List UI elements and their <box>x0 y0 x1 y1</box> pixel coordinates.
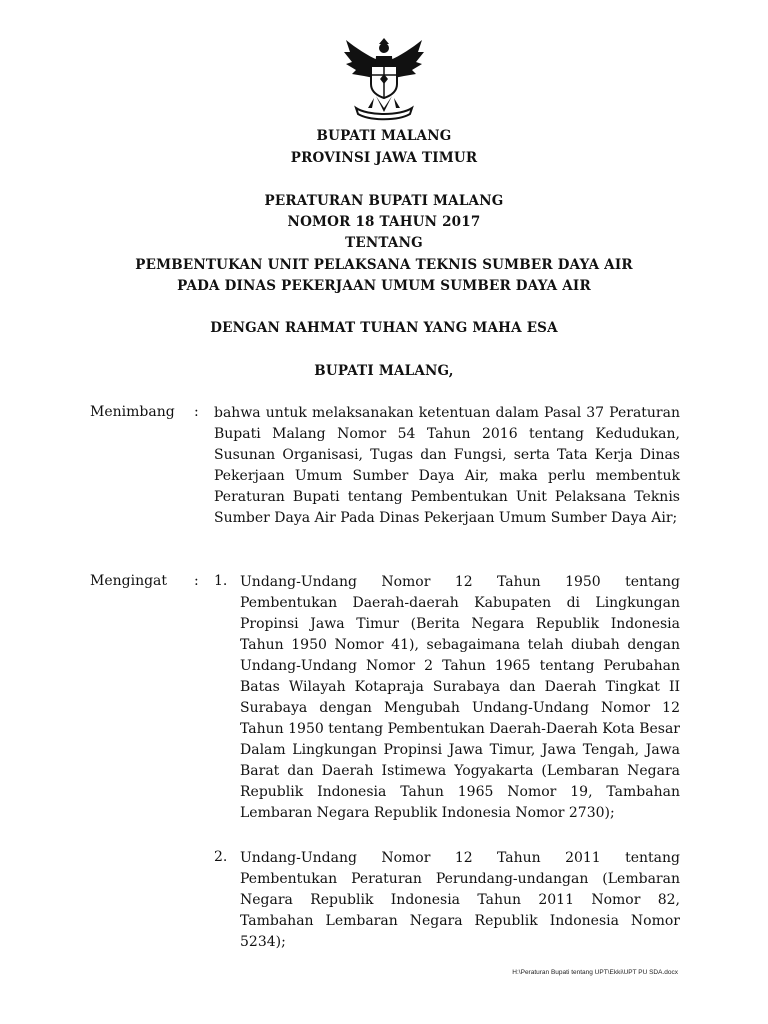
header-province: PROVINSI JAWA TIMUR <box>290 150 478 166</box>
blessing-line: DENGAN RAHMAT TUHAN YANG MAHA ESA <box>210 320 558 336</box>
mengingat-colon: : <box>194 573 199 589</box>
regulation-about: TENTANG <box>345 235 423 251</box>
regulation-subject-line2: PADA DINAS PEKERJAAN UMUM SUMBER DAYA AIR <box>177 278 591 294</box>
mengingat-item-text: Undang-Undang Nomor 12 Tahun 1950 tentang Pembentukan Daerah-daerah Kabupaten di Lingkungan Propinsi Jawa Timur (Berita Negara Republik Indonesia Tahun 1950 Nomor 41), sebagaimana telah diubah dengan Undang-Undang Nomor 2 Tahun 1965 tentang Perubahan Batas Wilayah Kotapraja Surabaya dan Daerah Tingkat II Surabaya dengan Mengubah Undang-Undang Nomor 12 Tahun 1950 tentang Pembentukan Daerah-Daerah Kota Besar Dalam Lingkungan Propinsi Jawa Timur, Jawa Tengah, Jawa Barat dan Daerah Istimewa Yogyakarta (Lembaran Negara Republik Indonesia Tahun 1965 Nomor 19, Tambahan Lembaran Negara Republik Indonesia Nomor 2730); <box>240 574 680 821</box>
mengingat-item-number: 2. <box>214 849 228 865</box>
menimbang-colon: : <box>194 404 199 420</box>
mengingat-label: Mengingat <box>90 573 168 589</box>
menimbang-text: bahwa untuk melaksanakan ketentuan dalam Pasal 37 Peraturan Bupati Malang Nomor 54 Tahun 2016 tentang Kedudukan, Susunan Organisasi, Tugas dan Fungsi, serta Tata Kerja Dinas Pekerjaan Umum Sumber Daya Air, maka perlu membentuk Peraturan Bupati tentang Pembentukan Unit Pelaksana Teknis Sumber Daya Air Pada Dinas Pekerjaan Umum Sumber Daya Air; <box>214 405 680 526</box>
regulation-number: NOMOR 18 TAHUN 2017 <box>287 214 481 230</box>
regulation-subject-line1: PEMBENTUKAN UNIT PELAKSANA TEKNIS SUMBER DAYA AIR <box>135 257 633 273</box>
file-path-footer: H:\Peraturan Bupati tentang UPT\Ekki\UPT PU SDA.docx <box>512 969 678 976</box>
regulation-title: PERATURAN BUPATI MALANG <box>264 193 504 209</box>
header-title: BUPATI MALANG <box>316 128 452 144</box>
official-title: BUPATI MALANG, <box>314 363 454 379</box>
garuda-emblem-icon <box>338 38 430 122</box>
mengingat-item-number: 1. <box>214 573 228 589</box>
menimbang-label: Menimbang <box>90 404 175 420</box>
mengingat-item-text: Undang-Undang Nomor 12 Tahun 2011 tentang Pembentukan Peraturan Perundang-undangan (Lembaran Negara Republik Indonesia Tahun 2011 Nomor 82, Tambahan Lembaran Negara Republik Indonesia Nomor 5234); <box>240 850 680 950</box>
